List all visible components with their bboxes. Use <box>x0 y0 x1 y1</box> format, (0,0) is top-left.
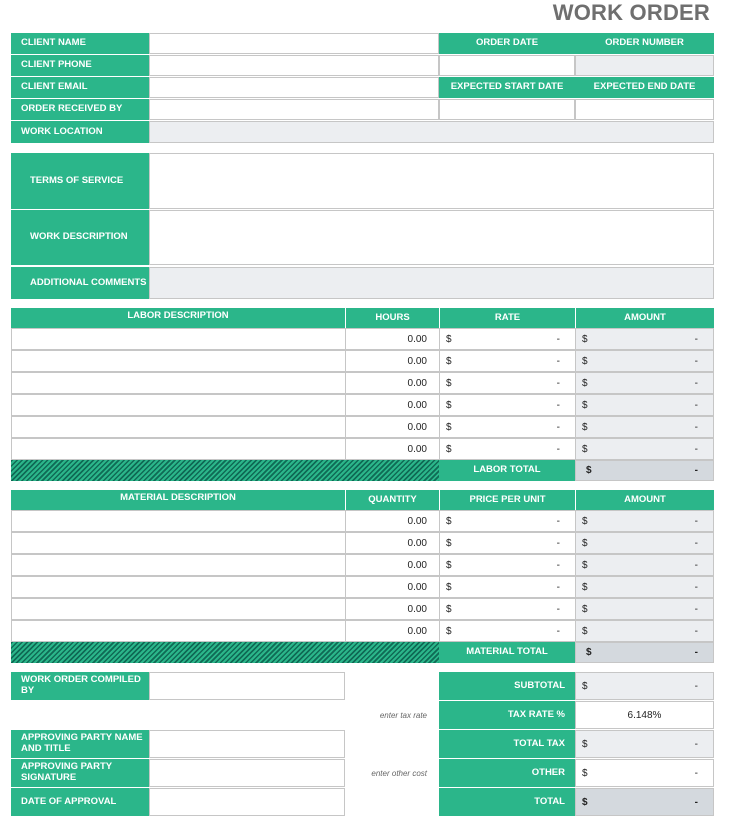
currency-symbol: $ <box>582 515 588 527</box>
work-description-input[interactable] <box>149 210 714 265</box>
subtotal-label: SUBTOTAL <box>439 672 575 700</box>
material-total-currency: $ <box>586 647 592 658</box>
labor-rate-cell[interactable] <box>439 372 576 394</box>
currency-symbol: $ <box>582 625 588 637</box>
other-cost-hint: enter other cost <box>371 769 427 778</box>
amount-value: - <box>694 355 698 367</box>
material-total-amount: - <box>694 647 698 658</box>
material-description-cell[interactable] <box>11 510 346 532</box>
material-description-cell[interactable] <box>11 620 346 642</box>
tax-rate-label: TAX RATE % <box>439 701 575 729</box>
currency-symbol: $ <box>582 443 588 455</box>
labor-total-label: LABOR TOTAL <box>439 460 575 481</box>
material-quantity-header: QUANTITY <box>346 490 439 510</box>
amount-value: - <box>694 559 698 571</box>
price-value: - <box>556 377 560 389</box>
labor-hours-cell[interactable]: 0.00 <box>345 350 440 372</box>
labor-amount-cell <box>575 372 714 394</box>
currency-symbol: $ <box>582 333 588 345</box>
labor-amount-cell <box>575 394 714 416</box>
material-price-cell[interactable] <box>439 598 576 620</box>
material-total-label: MATERIAL TOTAL <box>439 642 575 663</box>
labor-description-cell[interactable] <box>11 372 346 394</box>
labor-amount-cell <box>575 416 714 438</box>
other-label: OTHER <box>439 759 575 787</box>
material-price-cell[interactable] <box>439 576 576 598</box>
amount-value: - <box>694 421 698 433</box>
labor-rate-cell[interactable] <box>439 438 576 460</box>
currency-symbol: $ <box>582 355 588 367</box>
labor-amount-header: AMOUNT <box>576 308 714 328</box>
expected-end-date-label: EXPECTED END DATE <box>575 77 714 98</box>
order-date-label: ORDER DATE <box>439 33 575 54</box>
labor-amount-cell <box>575 438 714 460</box>
compiled-by-label: WORK ORDER COMPILED BY <box>11 672 149 700</box>
material-quantity-cell[interactable]: 0.00 <box>345 576 440 598</box>
labor-hours-cell[interactable]: 0.00 <box>345 328 440 350</box>
price-value: - <box>556 581 560 593</box>
labor-total-currency: $ <box>586 465 592 476</box>
labor-hours-cell[interactable]: 0.00 <box>345 372 440 394</box>
currency-symbol: $ <box>446 355 452 367</box>
material-quantity-cell[interactable]: 0.00 <box>345 620 440 642</box>
grand-total-currency: $ <box>582 796 588 808</box>
material-amount-cell <box>575 554 714 576</box>
grand-total-amount: - <box>694 796 698 808</box>
subtotal-currency: $ <box>582 680 588 692</box>
price-value: - <box>556 399 560 411</box>
client-email-input[interactable] <box>149 77 439 98</box>
labor-hours-cell[interactable]: 0.00 <box>345 394 440 416</box>
currency-symbol: $ <box>582 399 588 411</box>
order-received-by-label: ORDER RECEIVED BY <box>11 99 149 120</box>
currency-symbol: $ <box>582 603 588 615</box>
currency-symbol: $ <box>446 625 452 637</box>
price-value: - <box>556 537 560 549</box>
expected-end-date-input[interactable] <box>575 99 714 120</box>
labor-description-header: LABOR DESCRIPTION <box>11 308 345 328</box>
approving-party-label: APPROVING PARTY NAME AND TITLE <box>11 730 149 758</box>
subtotal-amount: - <box>694 680 698 692</box>
material-amount-cell <box>575 532 714 554</box>
price-value: - <box>556 559 560 571</box>
labor-description-cell[interactable] <box>11 416 346 438</box>
price-value: - <box>556 421 560 433</box>
material-description-cell[interactable] <box>11 532 346 554</box>
labor-description-cell[interactable] <box>11 328 346 350</box>
labor-rate-header: RATE <box>440 308 575 328</box>
order-received-by-input[interactable] <box>149 99 439 120</box>
expected-start-date-input[interactable] <box>439 99 575 120</box>
amount-value: - <box>694 603 698 615</box>
material-amount-cell <box>575 598 714 620</box>
currency-symbol: $ <box>446 515 452 527</box>
labor-amount-cell <box>575 350 714 372</box>
price-value: - <box>556 333 560 345</box>
labor-hours-header: HOURS <box>346 308 439 328</box>
currency-symbol: $ <box>446 421 452 433</box>
signature-label: APPROVING PARTY SIGNATURE <box>11 759 149 787</box>
labor-total-hatch <box>11 460 439 481</box>
client-email-label: CLIENT EMAIL <box>11 77 149 98</box>
tax-rate-input[interactable]: 6.148% <box>575 701 714 729</box>
material-price-cell[interactable] <box>439 532 576 554</box>
amount-value: - <box>694 399 698 411</box>
currency-symbol: $ <box>446 443 452 455</box>
work-location-label: WORK LOCATION <box>11 121 149 143</box>
material-price-header: PRICE PER UNIT <box>440 490 575 510</box>
material-price-cell[interactable] <box>439 620 576 642</box>
amount-value: - <box>694 515 698 527</box>
expected-start-date-label: EXPECTED START DATE <box>439 77 575 98</box>
currency-symbol: $ <box>582 559 588 571</box>
price-value: - <box>556 443 560 455</box>
client-phone-label: CLIENT PHONE <box>11 55 149 76</box>
currency-symbol: $ <box>582 377 588 389</box>
order-date-input[interactable] <box>439 55 575 76</box>
labor-rate-cell[interactable] <box>439 394 576 416</box>
material-amount-cell <box>575 620 714 642</box>
material-description-cell[interactable] <box>11 554 346 576</box>
labor-hours-cell[interactable]: 0.00 <box>345 438 440 460</box>
amount-value: - <box>694 377 698 389</box>
currency-symbol: $ <box>582 421 588 433</box>
material-price-cell[interactable] <box>439 554 576 576</box>
material-amount-cell <box>575 576 714 598</box>
price-value: - <box>556 515 560 527</box>
material-price-cell[interactable] <box>439 510 576 532</box>
labor-hours-cell[interactable]: 0.00 <box>345 416 440 438</box>
total-tax-currency: $ <box>582 738 588 750</box>
currency-symbol: $ <box>582 537 588 549</box>
amount-value: - <box>694 443 698 455</box>
additional-comments-label: ADDITIONAL COMMENTS <box>11 267 149 299</box>
client-name-input[interactable] <box>149 33 439 54</box>
material-description-header: MATERIAL DESCRIPTION <box>11 490 345 510</box>
work-description-label: WORK DESCRIPTION <box>11 210 149 265</box>
total-tax-value <box>575 730 714 758</box>
amount-value: - <box>694 537 698 549</box>
labor-total-value <box>575 460 714 481</box>
price-value: - <box>556 625 560 637</box>
material-quantity-cell[interactable]: 0.00 <box>345 532 440 554</box>
material-quantity-cell[interactable]: 0.00 <box>345 598 440 620</box>
material-description-cell[interactable] <box>11 598 346 620</box>
client-name-label: CLIENT NAME <box>11 33 149 54</box>
approval-date-input[interactable] <box>149 788 345 816</box>
approval-date-label: DATE OF APPROVAL <box>11 788 149 816</box>
material-total-hatch <box>11 642 439 663</box>
labor-description-cell[interactable] <box>11 394 346 416</box>
labor-rate-cell[interactable] <box>439 328 576 350</box>
currency-symbol: $ <box>446 537 452 549</box>
work-location-input[interactable] <box>149 121 714 143</box>
labor-rate-cell[interactable] <box>439 350 576 372</box>
currency-symbol: $ <box>446 377 452 389</box>
labor-description-cell[interactable] <box>11 438 346 460</box>
terms-of-service-input[interactable] <box>149 153 714 209</box>
material-description-cell[interactable] <box>11 576 346 598</box>
additional-comments-input[interactable] <box>149 267 714 299</box>
other-input[interactable] <box>575 759 714 787</box>
signature-input[interactable] <box>149 759 345 787</box>
page-title: WORK ORDER <box>552 0 710 25</box>
grand-total-label: TOTAL <box>439 788 575 816</box>
total-tax-label: TOTAL TAX <box>439 730 575 758</box>
labor-description-cell[interactable] <box>11 350 346 372</box>
order-number-label: ORDER NUMBER <box>575 33 714 54</box>
approving-party-input[interactable] <box>149 730 345 758</box>
currency-symbol: $ <box>446 581 452 593</box>
amount-value: - <box>694 333 698 345</box>
client-phone-input[interactable] <box>149 55 439 76</box>
material-quantity-cell[interactable]: 0.00 <box>345 510 440 532</box>
material-quantity-cell[interactable]: 0.00 <box>345 554 440 576</box>
currency-symbol: $ <box>446 559 452 571</box>
subtotal-value <box>575 672 714 700</box>
terms-of-service-label: TERMS OF SERVICE <box>11 153 149 209</box>
other-currency: $ <box>582 767 588 779</box>
order-number-input[interactable] <box>575 55 714 76</box>
tax-rate-hint: enter tax rate <box>379 711 427 720</box>
material-total-value <box>575 642 714 663</box>
price-value: - <box>556 603 560 615</box>
labor-total-amount: - <box>694 465 698 476</box>
amount-value: - <box>694 581 698 593</box>
currency-symbol: $ <box>446 603 452 615</box>
other-amount: - <box>694 767 698 779</box>
price-value: - <box>556 355 560 367</box>
labor-amount-cell <box>575 328 714 350</box>
currency-symbol: $ <box>446 399 452 411</box>
total-tax-amount: - <box>694 738 698 750</box>
labor-rate-cell[interactable] <box>439 416 576 438</box>
grand-total-value <box>575 788 714 816</box>
currency-symbol: $ <box>446 333 452 345</box>
compiled-by-input[interactable] <box>149 672 345 700</box>
amount-value: - <box>694 625 698 637</box>
material-amount-cell <box>575 510 714 532</box>
currency-symbol: $ <box>582 581 588 593</box>
material-amount-header: AMOUNT <box>576 490 714 510</box>
